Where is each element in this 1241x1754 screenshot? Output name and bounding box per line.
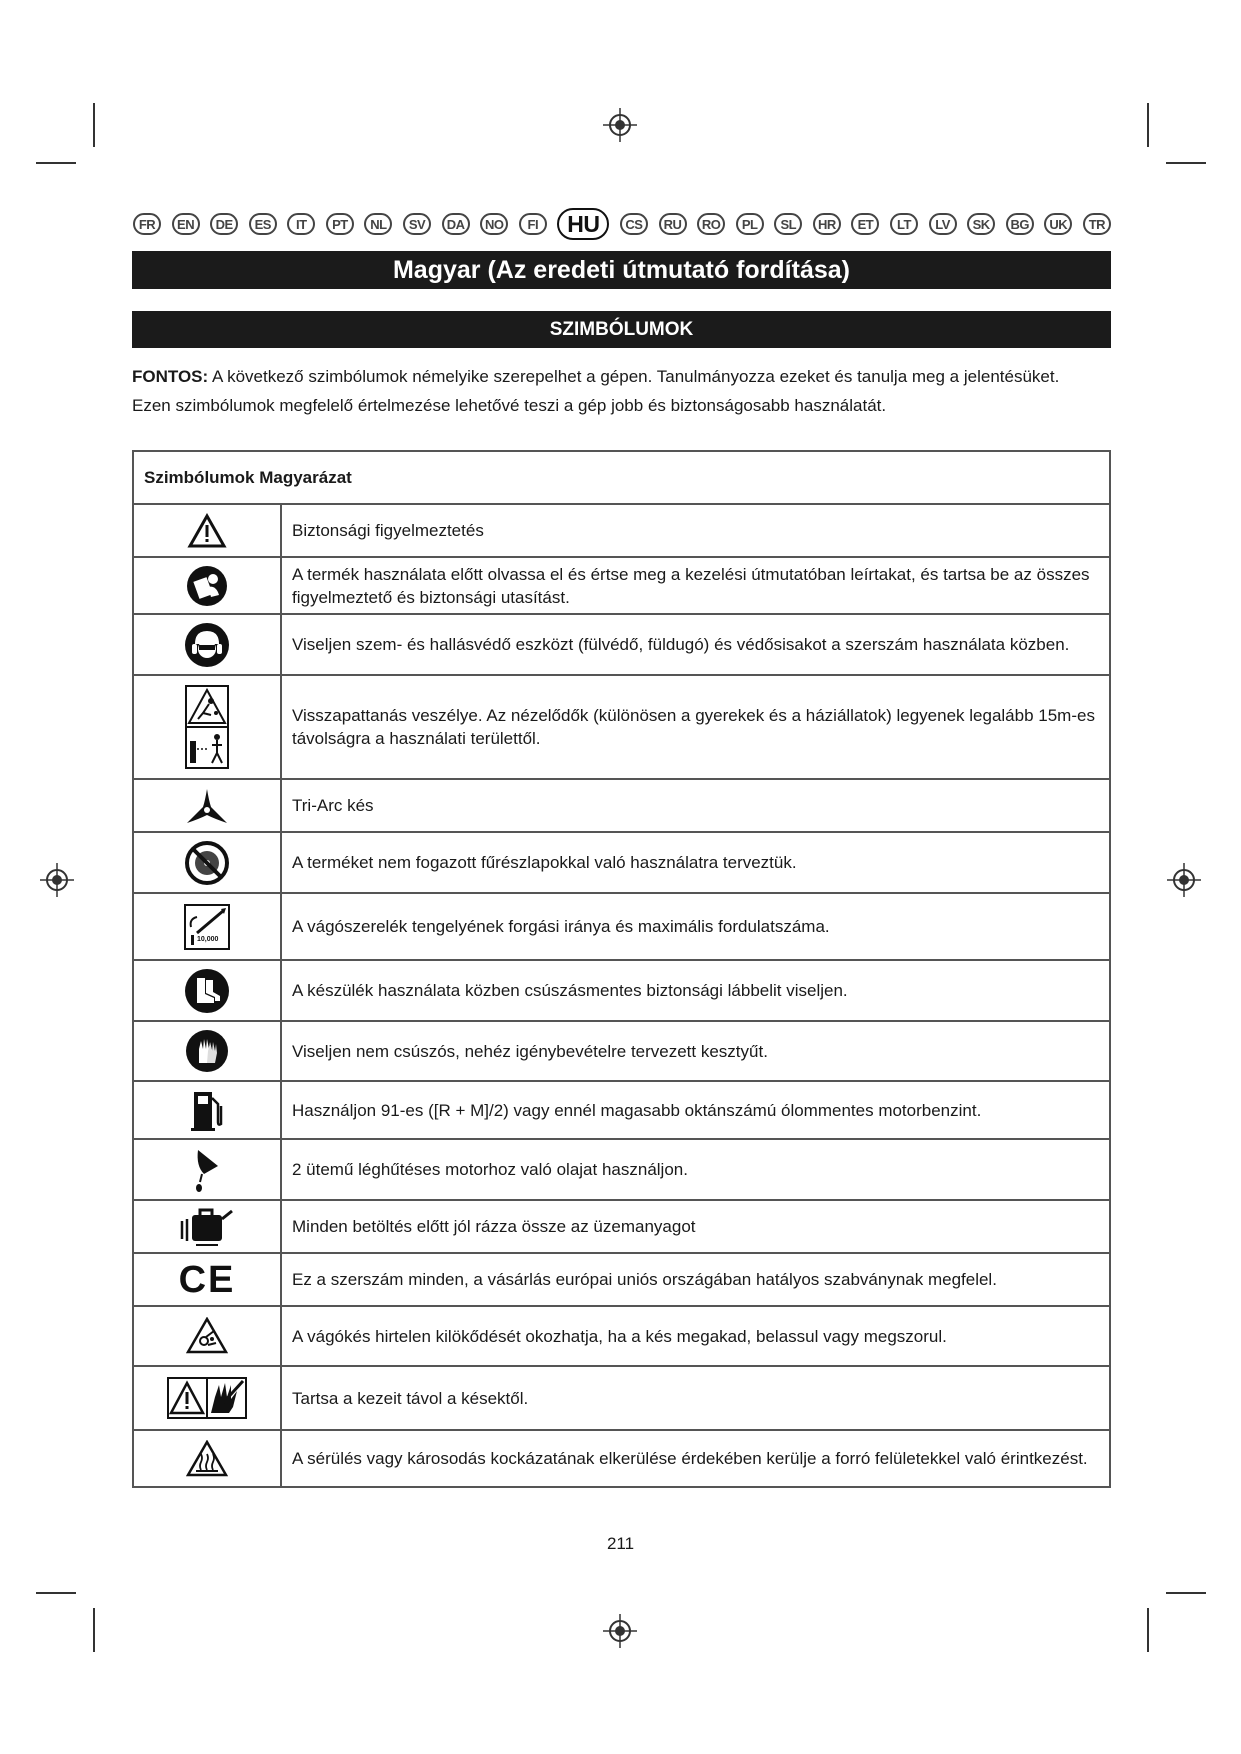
registration-mark-icon bbox=[1167, 863, 1201, 897]
table-row bbox=[133, 614, 1110, 675]
registration-mark-icon bbox=[603, 1614, 637, 1648]
page-number: 211 bbox=[606, 1534, 635, 1553]
registration-mark-icon bbox=[40, 863, 74, 897]
crop-mark bbox=[36, 1592, 76, 1594]
explanation-cell: Ez a szerszám minden, a vásárlás európai uniós országában hatályos szabványnak megfelel. bbox=[281, 1253, 1110, 1306]
intro-second-paragraph: Ezen szimbólumok megfelelő értelmezése lehetővé teszi a gép jobb és biztonságosabb használatát. bbox=[132, 396, 887, 415]
symbol-cell bbox=[133, 1081, 281, 1139]
no-toothed-saw-blade-icon bbox=[185, 841, 229, 885]
symbol-cell bbox=[133, 675, 281, 779]
language-tab: ES bbox=[249, 213, 277, 235]
safety-gloves-icon bbox=[185, 1029, 229, 1073]
explanation-cell: A termék használata előtt olvassa el és értse meg a kezelési útmutatóban leírtakat, és tartsa be az összes figyelmeztető és biztonsági utasítást. bbox=[281, 557, 1110, 614]
crop-mark bbox=[36, 162, 76, 164]
important-paragraph bbox=[132, 366, 1111, 387]
language-tab-active: HU bbox=[557, 208, 609, 240]
language-tab: LV bbox=[929, 213, 957, 235]
explanation-cell: Használjon 91-es ([R + M]/2) vagy ennél magasabb oktánszámú ólommentes motorbenzint. bbox=[281, 1081, 1110, 1139]
symbol-cell bbox=[133, 779, 281, 832]
table-row bbox=[133, 893, 1110, 960]
important-label: FONTOS: bbox=[132, 367, 209, 386]
language-tab: RO bbox=[697, 213, 725, 235]
table-row bbox=[133, 1366, 1110, 1430]
crop-mark bbox=[1147, 103, 1149, 147]
language-tab: UK bbox=[1044, 213, 1072, 235]
explanation-cell: Tri-Arc kés bbox=[281, 779, 1110, 832]
explanation-cell: A vágókés hirtelen kilökődését okozhatja, ha a kés megakad, belassul vagy megszorul. bbox=[281, 1306, 1110, 1366]
language-bar bbox=[133, 209, 1111, 239]
language-tab: SK bbox=[967, 213, 995, 235]
table-row bbox=[133, 832, 1110, 893]
symbol-cell bbox=[133, 960, 281, 1021]
symbol-cell bbox=[133, 1366, 281, 1430]
tri-arc-blade-icon bbox=[185, 787, 229, 825]
section-heading: SZIMBÓLUMOK bbox=[132, 311, 1111, 348]
table-row bbox=[133, 557, 1110, 614]
crop-mark bbox=[1166, 1592, 1206, 1594]
shake-fuel-can-icon bbox=[176, 1205, 238, 1249]
explanation-cell: Biztonsági figyelmeztetés bbox=[281, 504, 1110, 557]
table-row bbox=[133, 1253, 1110, 1306]
oil-drop-icon bbox=[192, 1144, 222, 1196]
symbol-cell bbox=[133, 832, 281, 893]
language-tab: NL bbox=[364, 213, 392, 235]
explanation-cell: A vágószerelék tengelyének forgási iránya és maximális fordulatszáma. bbox=[281, 893, 1110, 960]
language-tab: TR bbox=[1083, 213, 1111, 235]
page-title: Magyar (Az eredeti útmutató fordítása) bbox=[132, 251, 1111, 289]
language-tab: PL bbox=[736, 213, 764, 235]
explanation-cell: A terméket nem fogazott fűrészlapokkal való használatra terveztük. bbox=[281, 832, 1110, 893]
symbol-cell bbox=[133, 1253, 281, 1306]
fuel-pump-icon bbox=[190, 1088, 224, 1132]
symbol-cell bbox=[133, 1306, 281, 1366]
language-tab: FI bbox=[519, 213, 547, 235]
speed-label: 10,000 bbox=[197, 935, 219, 943]
language-tab: NO bbox=[480, 213, 508, 235]
language-tab: LT bbox=[890, 213, 918, 235]
read-manual-icon bbox=[186, 565, 228, 607]
safety-boots-icon bbox=[184, 968, 230, 1014]
crop-mark bbox=[93, 1608, 95, 1652]
table-row bbox=[133, 1306, 1110, 1366]
table-row bbox=[133, 675, 1110, 779]
explanation-cell: Viseljen nem csúszós, nehéz igénybevételre tervezett kesztyűt. bbox=[281, 1021, 1110, 1081]
symbol-cell bbox=[133, 614, 281, 675]
symbol-cell bbox=[133, 1430, 281, 1487]
warning-triangle-icon bbox=[187, 513, 227, 549]
language-tab: CS bbox=[620, 213, 648, 235]
registration-mark-icon bbox=[603, 108, 637, 142]
table-row bbox=[133, 1081, 1110, 1139]
eye-ear-head-protection-icon bbox=[184, 622, 230, 668]
table-row bbox=[133, 1021, 1110, 1081]
table-row bbox=[133, 960, 1110, 1021]
language-tab: IT bbox=[287, 213, 315, 235]
language-tab: SL bbox=[774, 213, 802, 235]
explanation-cell: Tartsa a kezeit távol a késektől. bbox=[281, 1366, 1110, 1430]
table-row bbox=[133, 1430, 1110, 1487]
language-tab: FR bbox=[133, 213, 161, 235]
table-row bbox=[133, 1200, 1110, 1253]
symbol-cell bbox=[133, 893, 281, 960]
language-tab: DA bbox=[442, 213, 470, 235]
symbols-table bbox=[132, 450, 1111, 1488]
explanation-cell: Minden betöltés előtt jól rázza össze az üzemanyagot bbox=[281, 1200, 1110, 1253]
language-tab: PT bbox=[326, 213, 354, 235]
thrown-objects-distance-icon bbox=[185, 685, 229, 769]
symbol-cell bbox=[133, 1021, 281, 1081]
language-tab: SV bbox=[403, 213, 431, 235]
explanation-cell: 2 ütemű léghűtéses motorhoz való olajat használjon. bbox=[281, 1139, 1110, 1200]
language-tab: HR bbox=[813, 213, 841, 235]
symbol-cell bbox=[133, 1200, 281, 1253]
language-tab: ET bbox=[851, 213, 879, 235]
symbol-cell bbox=[133, 557, 281, 614]
ce-mark-icon: CE bbox=[178, 1258, 236, 1301]
table-row bbox=[133, 1139, 1110, 1200]
table-header: Szimbólumok Magyarázat bbox=[133, 451, 1110, 504]
language-tab: EN bbox=[172, 213, 200, 235]
symbol-cell bbox=[133, 504, 281, 557]
table-row bbox=[133, 504, 1110, 557]
crop-mark bbox=[93, 103, 95, 147]
crop-mark bbox=[1147, 1608, 1149, 1652]
intro-text bbox=[132, 366, 1111, 424]
hot-surface-icon bbox=[186, 1440, 228, 1478]
language-tab: BG bbox=[1006, 213, 1034, 235]
language-tab: RU bbox=[659, 213, 687, 235]
rotation-direction-speed-icon bbox=[183, 903, 231, 951]
symbol-cell bbox=[133, 1139, 281, 1200]
explanation-cell: A készülék használata közben csúszásmentes biztonsági lábbelit viseljen. bbox=[281, 960, 1110, 1021]
blade-thrust-warning-icon bbox=[186, 1317, 228, 1355]
table-header-row bbox=[133, 451, 1110, 504]
explanation-cell: Visszapattanás veszélye. Az nézelődők (különösen a gyerekek és a háziállatok) legyenek legalább 15m-es távolságra a használati területtől. bbox=[281, 675, 1110, 779]
table-row bbox=[133, 779, 1110, 832]
important-text: A következő szimbólumok némelyike szerepelhet a gépen. Tanulmányozza ezeket és tanulja meg a jelentésüket. bbox=[208, 367, 1060, 386]
language-tab: DE bbox=[210, 213, 238, 235]
keep-hands-away-icon bbox=[167, 1377, 247, 1419]
explanation-cell: Viseljen szem- és hallásvédő eszközt (fülvédő, füldugó) és védősisakot a szerszám használata közben. bbox=[281, 614, 1110, 675]
crop-mark bbox=[1166, 162, 1206, 164]
explanation-cell: A sérülés vagy károsodás kockázatának elkerülése érdekében kerülje a forró felületekkel való érintkezést. bbox=[281, 1430, 1110, 1487]
